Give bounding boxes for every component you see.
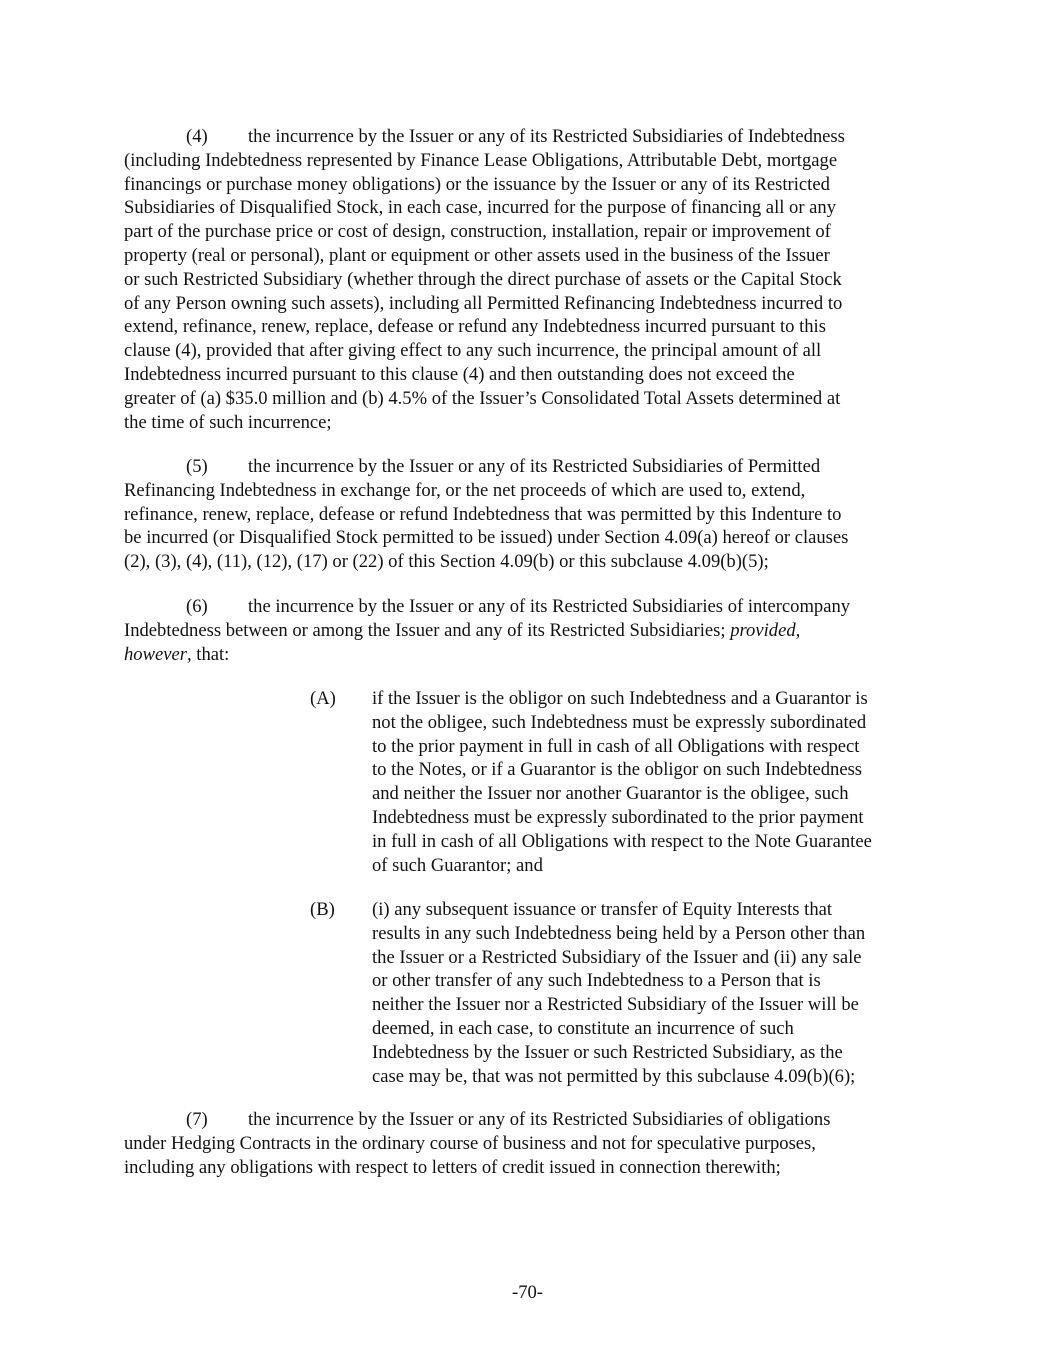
clause-4-line: Subsidiaries of Disqualified Stock, in each case, incurred for the purpose of financing all or any [124,197,837,219]
clause-7-number: (7) [186,1109,208,1130]
subclause-a-line: of such Guarantor; and [372,854,543,876]
subclause-a-line: if the Issuer is the obligor on such Indebtedness and a Guarantor is [372,688,868,709]
proviso-italic: provided, [730,619,801,641]
subclause-a-line: and neither the Issuer nor another Guarantor is the obligee, such [372,783,849,805]
clause-5-line: refinance, renew, replace, defease or refund Indebtedness that was permitted by this Indenture to [124,503,842,525]
subclause-b-line: case may be, that was not permitted by this subclause 4.09(b)(6); [372,1065,856,1087]
subclause-a-line: to the Notes, or if a Guarantor is the obligor on such Indebtedness [372,759,863,781]
clause-7 [124,1108,936,1179]
clause-4-line-1: (4) the incurrence by the Issuer or any of its Restricted Subsidiaries of Indebtedness [186,126,845,147]
clause-4-number: (4) [186,126,208,147]
subclause-b-text [372,898,932,1088]
clause-6 [124,595,936,666]
clause-7-line: including any obligations with respect to letters of credit issued in connection therewith; [124,1156,781,1178]
clause-4-line: part of the purchase price or cost of design, construction, installation, repair or improvement of [124,221,831,243]
clause-4-line: greater of (a) $35.0 million and (b) 4.5% of the Issuer’s Consolidated Total Assets determined at [124,387,841,409]
page-number: -70- [512,1282,543,1303]
clause-4-line: the time of such incurrence; [124,411,332,433]
subclause-a-line: not the obligee, such Indebtedness must be expressly subordinated [372,711,867,733]
clause-7-line-1: (7) the incurrence by the Issuer or any of its Restricted Subsidiaries of obligations [186,1109,831,1130]
subclause-b [310,898,932,1088]
subclause-b-line: Indebtedness by the Issuer or such Restricted Subsidiary, as the [372,1041,843,1063]
subclause-a [310,687,932,877]
subclause-a-line: Indebtedness must be expressly subordinated to the prior payment [372,806,864,828]
subclause-b-label: (B) [310,899,335,920]
clause-6-line-1: (6) the incurrence by the Issuer or any of its Restricted Subsidiaries of intercompany [186,596,851,617]
subclause-a-line: to the prior payment in full in cash of all Obligations with respect [372,735,860,757]
clause-4-line: or such Restricted Subsidiary (whether through the direct purchase of assets or the Capital Stock [124,268,842,290]
clause-7-line: under Hedging Contracts in the ordinary course of business and not for speculative purposes, [124,1132,816,1154]
subclause-b-line: the Issuer or a Restricted Subsidiary of the Issuer and (ii) any sale [372,946,862,968]
clause-4-line: of any Person owning such assets), including all Permitted Refinancing Indebtedness incurred to [124,292,843,314]
proviso-italic: however [124,643,187,665]
clause-5-line: be incurred (or Disqualified Stock permitted to be issued) under Section 4.09(a) hereof or clauses [124,527,849,549]
clause-4-line: clause (4), provided that after giving effect to any such incurrence, the principal amount of all [124,340,822,362]
subclause-b-line: neither the Issuer nor a Restricted Subsidiary of the Issuer will be [372,994,859,1016]
clause-5-number: (5) [186,456,208,477]
subclause-a-text [372,687,932,877]
clause-5 [124,455,936,574]
clause-4-line: (including Indebtedness represented by Finance Lease Obligations, Attributable Debt, mortgage [124,149,838,171]
clause-5-line: (2), (3), (4), (11), (12), (17) or (22) of this Section 4.09(b) or this subclause 4.09(b)(5); [124,551,769,573]
clause-4-line: property (real or personal), plant or equipment or other assets used in the business of the Issuer [124,244,830,266]
clause-5-line: Refinancing Indebtedness in exchange for, or the net proceeds of which are used to, extend, [124,479,806,501]
clause-4 [124,125,936,434]
clause-5-line-1: (5) the incurrence by the Issuer or any of its Restricted Subsidiaries of Permitted [186,456,821,477]
clause-4-line: extend, refinance, renew, replace, defease or refund any Indebtedness incurred pursuant to this [124,316,826,338]
subclause-b-line: or other transfer of any such Indebtedness to a Person that is [372,970,821,992]
subclause-b-line: results in any such Indebtedness being held by a Person other than [372,922,866,944]
clause-6-number: (6) [186,596,208,617]
subclause-a-label: (A) [310,688,336,709]
clause-6-line-3: however, that: [124,643,230,665]
subclause-a-line: in full in cash of all Obligations with respect to the Note Guarantee [372,830,872,852]
subclause-b-line: deemed, in each case, to constitute an incurrence of such [372,1017,794,1039]
clause-4-line: Indebtedness incurred pursuant to this clause (4) and then outstanding does not exceed the [124,363,795,385]
clause-4-line: financings or purchase money obligations) or the issuance by the Issuer or any of its Restricted [124,173,830,195]
subclause-b-line: (i) any subsequent issuance or transfer of Equity Interests that [372,899,833,920]
clause-6-line-2: Indebtedness between or among the Issuer and any of its Restricted Subsidiaries; provided, [124,619,801,641]
